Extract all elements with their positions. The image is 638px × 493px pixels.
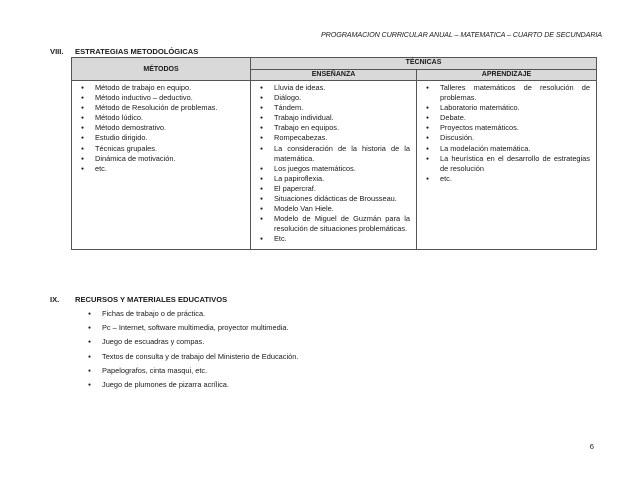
list-item: ● Fichas de trabajo o de práctica. xyxy=(88,307,298,321)
list-item: ● Laboratorio matemático. xyxy=(423,103,590,113)
section-number: IX. xyxy=(50,295,60,304)
list-item: ● Rompecabezas. xyxy=(257,133,410,143)
list-item: ● Situaciones didácticas de Brousseau. xyxy=(257,194,410,204)
list-item: ● etc. xyxy=(78,164,244,174)
list-item: ● Método de Resolución de problemas. xyxy=(78,103,244,113)
list-item: ● Trabajo en equipos. xyxy=(257,123,410,133)
resources-list xyxy=(88,307,298,392)
list-item: ● Proyectos matemáticos. xyxy=(423,123,590,133)
list-item: ● Dinámica de motivación. xyxy=(78,154,244,164)
list-item: ● Juego de escuadras y compas. xyxy=(88,335,298,349)
teaching-cell xyxy=(251,81,417,250)
list-item: ● Técnicas grupales. xyxy=(78,144,244,154)
list-item: ● Estudio dirigido. xyxy=(78,133,244,143)
page-header: PROGRAMACION CURRICULAR ANUAL – MATEMATICA – CUARTO DE SECUNDARIA xyxy=(320,30,602,39)
methods-cell xyxy=(72,81,251,250)
list-item: ● Diálogo. xyxy=(257,93,410,103)
teaching-header: ENSEÑANZA xyxy=(251,69,417,81)
list-item: ● La consideración de la historia de la matemática. xyxy=(257,144,410,164)
section-title: ESTRATEGIAS METODOLÓGICAS xyxy=(75,47,199,56)
page-number: 6 xyxy=(589,442,594,451)
list-item: ● Los juegos matemáticos. xyxy=(257,164,410,174)
list-item: ● Juego de plumones de pizarra acrílica. xyxy=(88,378,298,392)
section-title: RECURSOS Y MATERIALES EDUCATIVOS xyxy=(75,295,228,304)
list-item: ● Talleres matemáticos de resolución de problemas. xyxy=(423,83,590,103)
list-item: ● Método de trabajo en equipo. xyxy=(78,83,244,93)
list-item: ● Método inductivo – deductivo. xyxy=(78,93,244,103)
techniques-header: TÉCNICAS xyxy=(251,58,597,70)
learning-list xyxy=(417,81,596,188)
list-item: ● Modelo de Miguel de Guzmán para la resolución de situaciones problemáticas. xyxy=(257,214,410,234)
list-item: ● Textos de consulta y de trabajo del Ministerio de Educación. xyxy=(88,350,298,364)
list-item: ● Debate. xyxy=(423,113,590,123)
learning-header: APRENDIZAJE xyxy=(417,69,597,81)
list-item: ● Método lúdico. xyxy=(78,113,244,123)
list-item: ● La papiroflexia. xyxy=(257,174,410,184)
list-item: ● La heurística en el desarrollo de estrategias de resolución xyxy=(423,154,590,174)
list-item: ● Pc – Internet, software multimedia, proyector multimedia. xyxy=(88,321,298,335)
list-item: ● Tándem. xyxy=(257,103,410,113)
list-item: ● Método demostrativo. xyxy=(78,123,244,133)
list-item: ● Discusión. xyxy=(423,133,590,143)
methods-list xyxy=(72,81,250,178)
methods-header: MÉTODOS xyxy=(72,58,251,81)
list-item: ● etc. xyxy=(423,174,590,184)
list-item: ● Lluvia de ideas. xyxy=(257,83,410,93)
list-item: ● Etc. xyxy=(257,234,410,244)
strategies-table xyxy=(71,57,597,250)
list-item: ● La modelación matemática. xyxy=(423,144,590,154)
teaching-list xyxy=(251,81,416,249)
learning-cell xyxy=(417,81,597,250)
section-number: VIII. xyxy=(50,47,64,56)
list-item: ● El papercraf. xyxy=(257,184,410,194)
list-item: ● Papelografos, cinta masqui, etc. xyxy=(88,364,298,378)
list-item: ● Modelo Van Hiele. xyxy=(257,204,410,214)
list-item: ● Trabajo individual. xyxy=(257,113,410,123)
